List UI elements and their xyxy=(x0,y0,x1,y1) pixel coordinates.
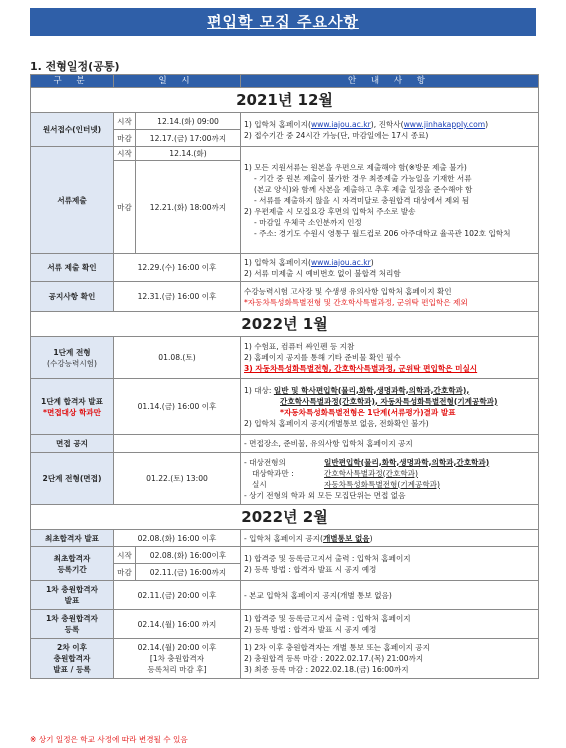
page-title-banner xyxy=(30,8,536,36)
row-category: 1차 충원합격자 발표 xyxy=(31,581,114,610)
row-notes: 1) 수험표, 컴퓨터 싸인펜 등 지참 2) 홈페이지 공지를 통해 기타 준비물 확인 필수 3) 자동차특성화특별전형, 간호학사특별과정, 군위탁 편입학은 미실시 xyxy=(241,337,539,379)
table-row xyxy=(31,379,539,435)
row-date: 02.11.(금) 20:00 이후 xyxy=(114,581,241,610)
row-notes: - 대상전형의 일반편입학(물리,화학,생명과학,의학과,간호학과) 대상학과만 : 간호학사특별과정(간호학과) 실시 자동차특성화특별전형(기계공학과) - 상기 전형의 학과 외 모든 모집단위는 면접 없음 xyxy=(241,453,539,505)
footnote: ※ 상기 일정은 학교 사정에 따라 변경될 수 있음 xyxy=(30,735,188,744)
row-category: 1단계 전형 (수강능력시험) xyxy=(31,337,114,379)
row-category: 1단계 합격자 발표 *면접대상 학과만 xyxy=(31,379,114,435)
start-date: 12.14.(화) 09:00 xyxy=(136,113,241,130)
table-header-row xyxy=(31,75,539,88)
table-row xyxy=(31,254,539,282)
row-notes: 1) 대상: 일반 및 학사편입학(물리,화학,생명과학,의학과,간호학과), 간호학사특별과정(간호학과), 자동차특성화특별전형(기계공학과) *자동차특성화특별전형은 1단계(서류평가)결과 발표 2) 입학처 홈페이지 공지(개별통보 없음, 전화확인 불가) xyxy=(241,379,539,435)
end-label: 마감 xyxy=(114,564,136,581)
row-category: 공지사항 확인 xyxy=(31,282,114,312)
table-row xyxy=(31,435,539,453)
row-date: 01.08.(토) xyxy=(114,337,241,379)
table-row xyxy=(31,282,539,312)
row-category: 1차 충원합격자 등록 xyxy=(31,610,114,639)
end-date: 12.17.(금) 17:00까지 xyxy=(136,130,241,147)
header-category: 구 분 xyxy=(31,75,114,88)
end-date: 02.11.(금) 16:00까지 xyxy=(136,564,241,581)
start-date: 12.14.(화) xyxy=(136,147,241,161)
schedule-table xyxy=(30,74,539,679)
row-date: 02.14.(월) 16:00 까지 xyxy=(114,610,241,639)
row-notes: 1) 입학처 홈페이지(www.iajou.ac.kr), 진학사(www.jinhakapply.com) 2) 접수기간 중 24시간 가능(단, 마감일에는 17시 종료) xyxy=(241,113,539,147)
row-date: 02.14.(월) 20:00 이후 [1차 충원합격자 등록처리 마감 후] xyxy=(114,639,241,679)
row-category: 서류 제출 확인 xyxy=(31,254,114,282)
table-row xyxy=(31,547,539,564)
start-date: 02.08.(화) 16:00이후 xyxy=(136,547,241,564)
row-category: 원서접수(인터넷) xyxy=(31,113,114,147)
row-category: 최초합격자 발표 xyxy=(31,530,114,547)
link-jinhakapply[interactable]: www.jinhakapply.com xyxy=(403,119,486,129)
row-notes: 수강능력시험 고사장 및 수생생 유의사항 입학처 홈페이지 확인 *자동차특성화특별전형 및 간호학사특별과정, 군위탁 편입학은 제외 xyxy=(241,282,539,312)
table-row xyxy=(31,639,539,679)
table-row xyxy=(31,581,539,610)
end-date: 12.21.(화) 18:00까지 xyxy=(136,161,241,254)
row-notes: - 면접장소, 준비물, 유의사항 입학처 홈페이지 공지 xyxy=(241,435,539,453)
section-heading: 1. 전형일정(공통) xyxy=(30,60,120,73)
month-heading-feb: 2022년 2월 xyxy=(31,505,539,530)
header-datetime: 일 시 xyxy=(114,75,241,88)
end-label: 마감 xyxy=(114,161,136,254)
month-heading-dec: 2021년 12월 xyxy=(31,88,539,113)
row-category: 최초합격자 등록기간 xyxy=(31,547,114,581)
link-iajou[interactable]: www.iajou.ac.kr xyxy=(310,257,371,267)
row-category: 2단계 전형(면접) xyxy=(31,453,114,505)
table-row xyxy=(31,337,539,379)
table-row xyxy=(31,610,539,639)
row-date: 12.29.(수) 16:00 이후 xyxy=(114,254,241,282)
table-row xyxy=(31,113,539,130)
header-notes: 안 내 사 항 xyxy=(241,75,539,88)
month-heading-jan: 2022년 1월 xyxy=(31,312,539,337)
row-date: 01.14.(금) 16:00 이후 xyxy=(114,379,241,435)
row-notes: 1) 2차 이후 충원합격자는 개별 통보 또는 홈페이지 공지 2) 충원합격 등록 마감 : 2022.02.17.(목) 21:00까지 3) 최종 등록 마감 : 2022.02.18.(금) 16:00까지 xyxy=(241,639,539,679)
row-date: 02.08.(화) 16:00 이후 xyxy=(114,530,241,547)
row-category: 서류제출 xyxy=(31,147,114,254)
row-notes: 1) 입학처 홈페이지(www.iajou.ac.kr) 2) 서류 미제출 시 예비번호 없이 불합격 처리함 xyxy=(241,254,539,282)
end-label: 마감 xyxy=(114,130,136,147)
row-notes: 1) 합격증 및 등록금고지서 출력 : 입학처 홈페이지 2) 등록 방법 : 합격자 발표 시 공지 예정 xyxy=(241,547,539,581)
row-notes: - 입학처 홈페이지 공지(개별통보 없음) xyxy=(241,530,539,547)
start-label: 시작 xyxy=(114,147,136,161)
page-title: 편입학 모집 주요사항 xyxy=(207,13,359,31)
table-row xyxy=(31,453,539,505)
row-notes: 1) 모든 지원서류는 원본을 우편으로 제출해야 함(※방문 제출 불가) - 기간 중 원본 제출이 불가한 경우 최종제출 가능일을 기재한 서류 (본교 양식)와 함께 사본을 제출하고 추후 제출 일정을 준수해야 함 - 서류를 제출하지 않을 시 자격미달로 충원합격 대상에서 제외 됨 2) 우편제출 시 모집요강 후면의 입학처 주소로 발송 - 마감일 우체국 소인분까지 인정 - 주소: 경기도 수원시 영통구 월드컵로 206 아주대학교 율곡관 102호 입학처 xyxy=(241,147,539,254)
row-category: 면접 공지 xyxy=(31,435,114,453)
start-label: 시작 xyxy=(114,547,136,564)
row-date: 12.31.(금) 16:00 이후 xyxy=(114,282,241,312)
row-notes: - 본교 입학처 홈페이지 공지(개별 통보 없음) xyxy=(241,581,539,610)
row-date: 01.22.(토) 13:00 xyxy=(114,453,241,505)
row-category: 2차 이후 충원합격자 발표 / 등록 xyxy=(31,639,114,679)
row-notes: 1) 합격증 및 등록금고지서 출력 : 입학처 홈페이지 2) 등록 방법 : 합격자 발표 시 공지 예정 xyxy=(241,610,539,639)
table-row xyxy=(31,530,539,547)
link-iajou[interactable]: www.iajou.ac.kr xyxy=(310,119,371,129)
table-row xyxy=(31,147,539,161)
start-label: 시작 xyxy=(114,113,136,130)
